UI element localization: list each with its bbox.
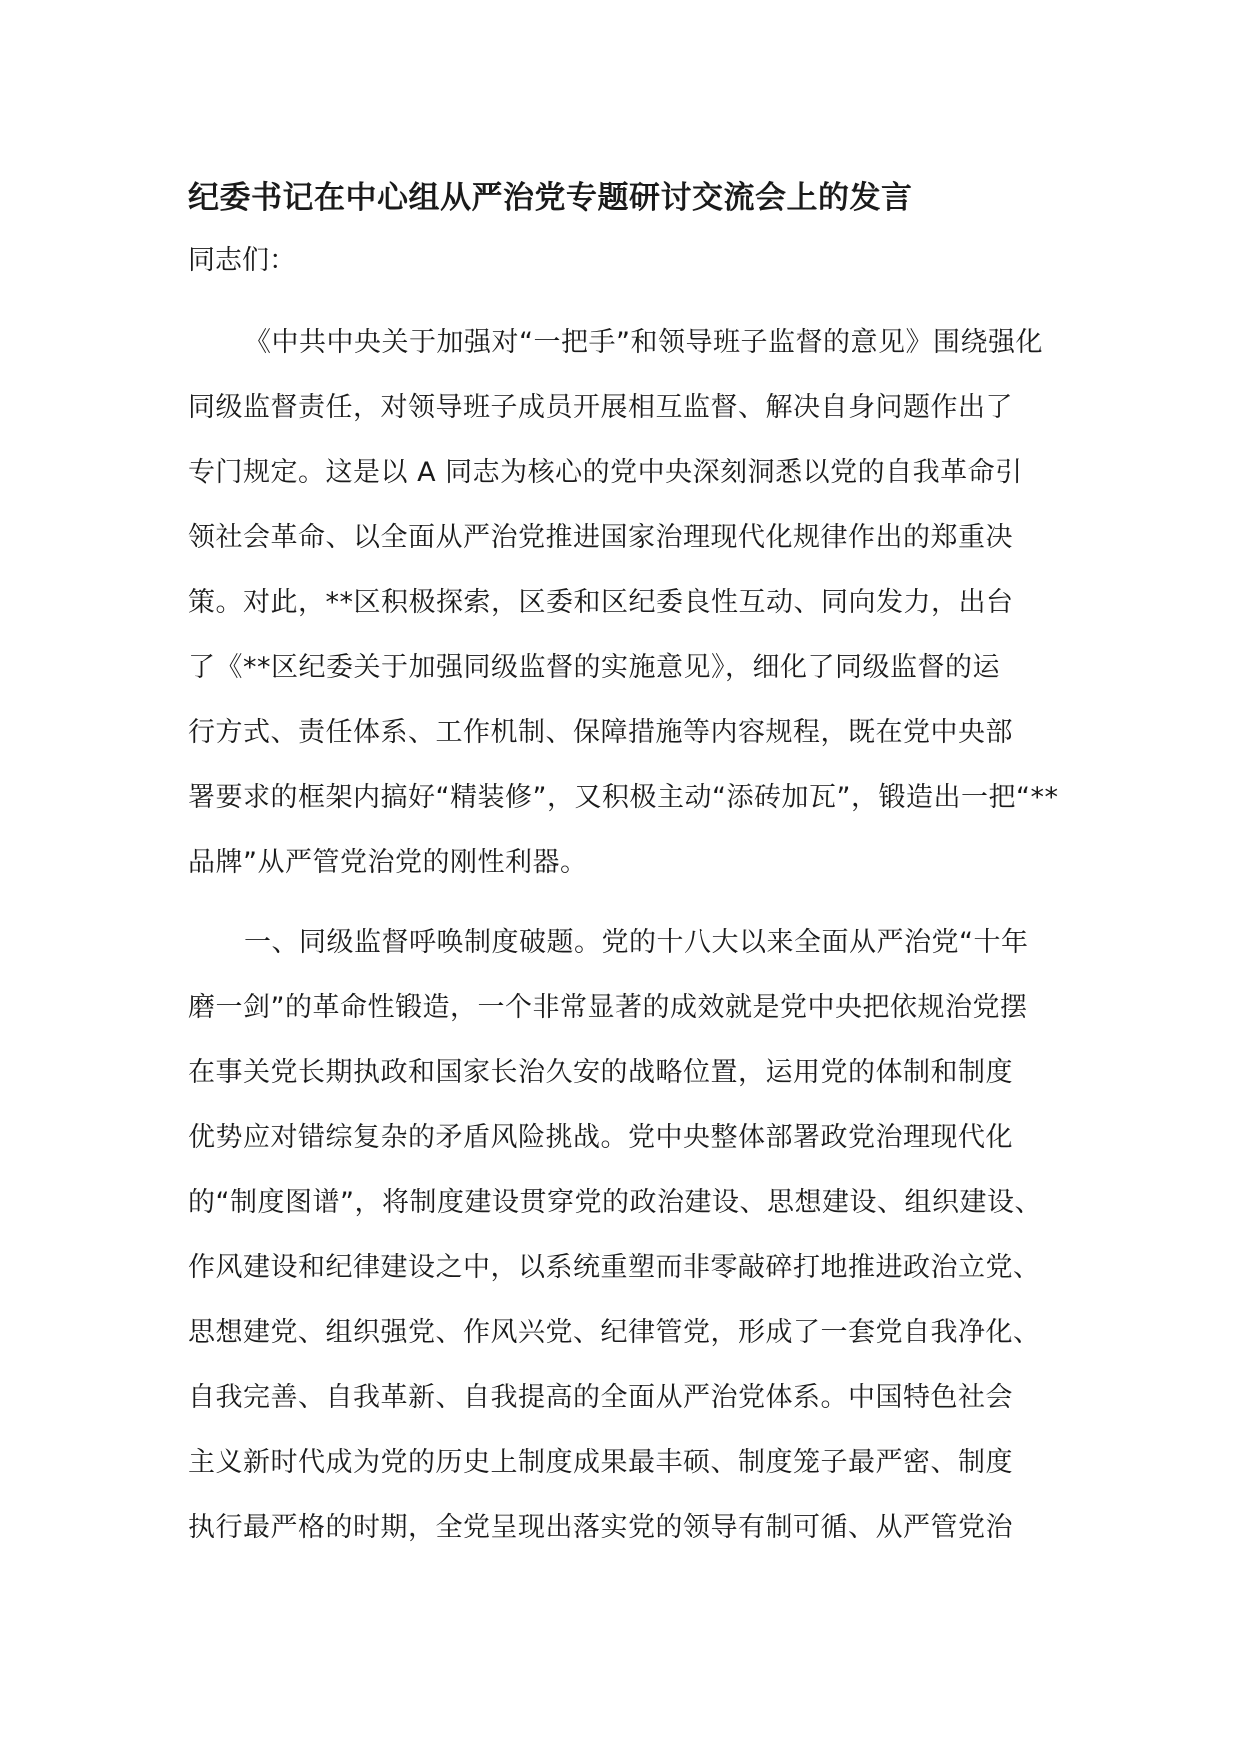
paragraph-line: 策。对此，**区积极探索，区委和区纪委良性互动、同向发力，出台	[188, 587, 1014, 618]
document-title: 纪委书记在中心组从严治党专题研讨交流会上的发言	[188, 180, 913, 216]
paragraph-line: 思想建党、组织强党、作风兴党、纪律管党，形成了一套党自我净化、	[188, 1317, 1041, 1348]
paragraph-line: 一、同级监督呼唤制度破题。党的十八大以来全面从严治党“十年	[244, 927, 1029, 958]
paragraph-line: 同级监督责任，对领导班子成员开展相互监督、解决自身问题作出了	[188, 392, 1013, 423]
salutation: 同志们：	[188, 245, 296, 276]
paragraph-line: 在事关党长期执政和国家长治久安的战略位置，运用党的体制和制度	[188, 1057, 1013, 1088]
paragraph-line: 署要求的框架内搞好“精装修”，又积极主动“添砖加瓦”，锻造出一把“**	[188, 782, 1059, 813]
paragraph-line: 行方式、责任体系、工作机制、保障措施等内容规程，既在党中央部	[188, 717, 1013, 748]
paragraph-line: 主义新时代成为党的历史上制度成果最丰硕、制度笼子最严密、制度	[188, 1447, 1013, 1478]
paragraph-line: 优势应对错综复杂的矛盾风险挑战。党中央整体部署政党治理现代化	[188, 1122, 1013, 1153]
paragraph-line: 的“制度图谱”，将制度建设贯穿党的政治建设、思想建设、组织建设、	[188, 1187, 1042, 1218]
paragraph-line: 品牌”从严管党治党的刚性利器。	[188, 847, 588, 878]
paragraph-line: 专门规定。这是以 A 同志为核心的党中央深刻洞悉以党的自我革命引	[188, 457, 1023, 488]
paragraph-line: 了《**区纪委关于加强同级监督的实施意见》，细化了同级监督的运	[188, 652, 1000, 683]
paragraph-line: 作风建设和纪律建设之中，以系统重塑而非零敲碎打地推进政治立党、	[188, 1252, 1041, 1283]
paragraph-1	[188, 310, 1068, 895]
paragraph-line: 执行最严格的时期，全党呈现出落实党的领导有制可循、从严管党治	[188, 1512, 1013, 1543]
paragraph-line: 自我完善、自我革新、自我提高的全面从严治党体系。中国特色社会	[188, 1382, 1013, 1413]
paragraph-line: 磨一剑”的革命性锻造，一个非常显著的成效就是党中央把依规治党摆	[188, 992, 1028, 1023]
paragraph-2	[188, 910, 1068, 1560]
paragraph-line: 领社会革命、以全面从严治党推进国家治理现代化规律作出的郑重决	[188, 522, 1013, 553]
paragraph-line: 《中共中央关于加强对“一把手”和领导班子监督的意见》围绕强化	[244, 327, 1043, 358]
